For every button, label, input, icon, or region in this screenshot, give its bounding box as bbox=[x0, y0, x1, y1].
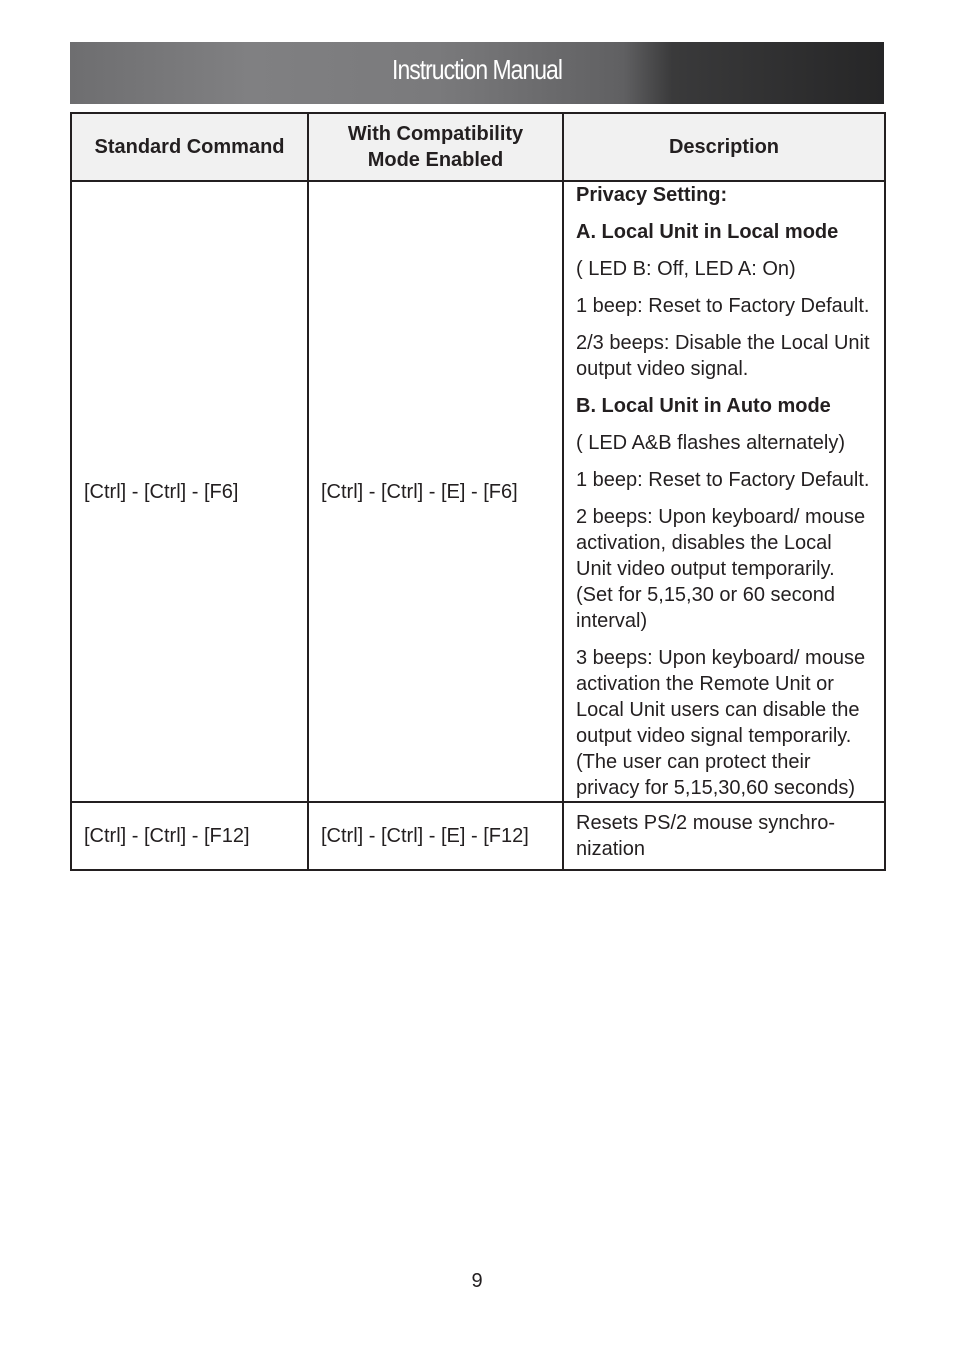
description-line: ( LED A&B flashes alternately) bbox=[576, 432, 846, 454]
compat-command-cell: [Ctrl] - [Ctrl] - [E] - [F12] bbox=[308, 802, 563, 870]
column-header-compatibility-mode: With Compatibility Mode Enabled bbox=[308, 113, 563, 181]
description-line: ( LED B: Off, LED A: On) bbox=[576, 258, 796, 280]
table-header-row bbox=[71, 113, 885, 181]
column-header-description: Description bbox=[563, 113, 885, 181]
description-line: 3 beeps: Upon keyboard/ mouse activation the Remote Unit or Local Unit users can disable the output video signal temporarily. (The user can protect their privacy for 5,15,30,60 seconds) bbox=[576, 647, 866, 799]
standard-command-cell: [Ctrl] - [Ctrl] - [F6] bbox=[71, 181, 308, 802]
description-line: A. Local Unit in Local mode bbox=[576, 221, 839, 243]
table-row bbox=[71, 802, 885, 870]
description-line: Privacy Setting: bbox=[576, 184, 728, 206]
description-line: 1 beep: Reset to Factory Default. bbox=[576, 295, 870, 317]
page-title: Instruction Manual bbox=[392, 54, 562, 85]
column-header-standard-command: Standard Command bbox=[71, 113, 308, 181]
description-line: 1 beep: Reset to Factory Default. bbox=[576, 469, 870, 491]
description-line: 2/3 beeps: Disable the Local Unit output video signal. bbox=[576, 332, 870, 380]
header-banner bbox=[70, 42, 884, 104]
description-line: 2 beeps: Upon keyboard/ mouse activation, disables the Local Unit video output temporarily. (Set for 5,15,30 or 60 second interval) bbox=[576, 506, 866, 632]
hotkey-table bbox=[70, 112, 886, 871]
standard-command-cell: [Ctrl] - [Ctrl] - [F12] bbox=[71, 802, 308, 870]
description-cell: Resets PS/2 mouse synchro-nization bbox=[563, 802, 885, 870]
description-cell bbox=[563, 181, 885, 802]
description-line: B. Local Unit in Auto mode bbox=[576, 395, 831, 417]
page-number: 9 bbox=[471, 1270, 483, 1292]
table-row bbox=[71, 181, 885, 802]
compat-command-cell: [Ctrl] - [Ctrl] - [E] - [F6] bbox=[308, 181, 563, 802]
